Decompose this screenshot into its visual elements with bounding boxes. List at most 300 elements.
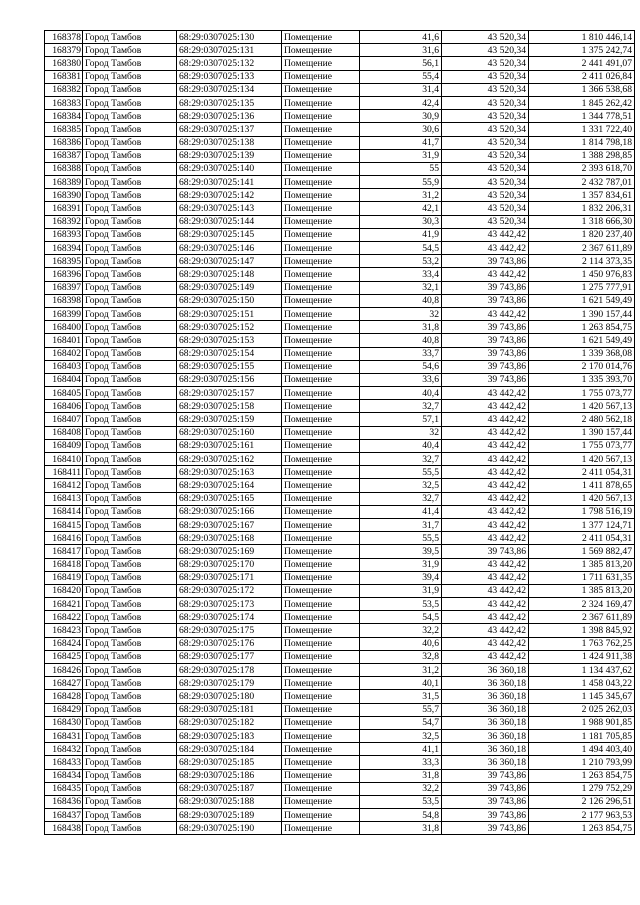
cadastral-value-cell: 1 210 793,99	[529, 756, 635, 769]
cadastral-number-cell: 68:29:0307025:150	[177, 294, 282, 307]
area-cell: 31,9	[360, 149, 442, 162]
table-row	[45, 136, 635, 149]
object-type-cell: Помещение	[282, 466, 360, 479]
city-cell: Город Тамбов	[83, 70, 177, 83]
area-cell: 54,7	[360, 716, 442, 729]
object-type-cell: Помещение	[282, 268, 360, 281]
object-type-cell: Помещение	[282, 321, 360, 334]
area-cell: 31,7	[360, 518, 442, 531]
unit-price-cell: 43 520,34	[442, 149, 529, 162]
cadastral-number-cell: 68:29:0307025:137	[177, 123, 282, 136]
table-row	[45, 321, 635, 334]
object-type-cell: Помещение	[282, 123, 360, 136]
city-cell: Город Тамбов	[83, 373, 177, 386]
row-number: 168408	[45, 426, 83, 439]
object-type-cell: Помещение	[282, 413, 360, 426]
row-number: 168409	[45, 439, 83, 452]
cadastral-value-cell: 1 366 538,68	[529, 83, 635, 96]
table-row	[45, 373, 635, 386]
area-cell: 41,7	[360, 136, 442, 149]
table-row	[45, 281, 635, 294]
unit-price-cell: 43 442,42	[442, 571, 529, 584]
row-number: 168389	[45, 176, 83, 189]
unit-price-cell: 43 442,42	[442, 387, 529, 400]
row-number: 168390	[45, 189, 83, 202]
object-type-cell: Помещение	[282, 809, 360, 822]
city-cell: Город Тамбов	[83, 426, 177, 439]
cadastral-number-cell: 68:29:0307025:185	[177, 756, 282, 769]
area-cell: 54,5	[360, 611, 442, 624]
cadastral-number-cell: 68:29:0307025:179	[177, 677, 282, 690]
cadastral-value-cell: 1 398 845,92	[529, 624, 635, 637]
object-type-cell: Помещение	[282, 387, 360, 400]
table-row	[45, 466, 635, 479]
object-type-cell: Помещение	[282, 624, 360, 637]
unit-price-cell: 36 360,18	[442, 677, 529, 690]
city-cell: Город Тамбов	[83, 215, 177, 228]
cadastral-value-cell: 1 375 242,74	[529, 44, 635, 57]
area-cell: 31,2	[360, 189, 442, 202]
unit-price-cell: 39 743,86	[442, 347, 529, 360]
area-cell: 32,7	[360, 400, 442, 413]
object-type-cell: Помещение	[282, 281, 360, 294]
city-cell: Город Тамбов	[83, 769, 177, 782]
cadastral-number-cell: 68:29:0307025:161	[177, 439, 282, 452]
row-number: 168405	[45, 387, 83, 400]
cadastral-number-cell: 68:29:0307025:165	[177, 492, 282, 505]
cadastral-number-cell: 68:29:0307025:147	[177, 255, 282, 268]
table-row	[45, 690, 635, 703]
cadastral-number-cell: 68:29:0307025:160	[177, 426, 282, 439]
area-cell: 39,4	[360, 571, 442, 584]
unit-price-cell: 43 442,42	[442, 492, 529, 505]
cadastral-value-cell: 1 377 124,71	[529, 518, 635, 531]
table-row	[45, 677, 635, 690]
cadastral-number-cell: 68:29:0307025:178	[177, 664, 282, 677]
cadastral-value-cell: 1 331 722,40	[529, 123, 635, 136]
unit-price-cell: 39 743,86	[442, 321, 529, 334]
row-number: 168434	[45, 769, 83, 782]
cadastral-number-cell: 68:29:0307025:139	[177, 149, 282, 162]
area-cell: 53,5	[360, 795, 442, 808]
unit-price-cell: 43 442,42	[442, 598, 529, 611]
cadastral-value-cell: 1 275 777,91	[529, 281, 635, 294]
object-type-cell: Помещение	[282, 426, 360, 439]
table-row	[45, 83, 635, 96]
table-row	[45, 492, 635, 505]
object-type-cell: Помещение	[282, 31, 360, 44]
object-type-cell: Помещение	[282, 650, 360, 663]
unit-price-cell: 36 360,18	[442, 690, 529, 703]
area-cell: 41,9	[360, 228, 442, 241]
object-type-cell: Помещение	[282, 453, 360, 466]
cadastral-value-cell: 1 390 157,44	[529, 307, 635, 320]
row-number: 168392	[45, 215, 83, 228]
area-cell: 32	[360, 307, 442, 320]
cadastral-value-cell: 2 411 054,31	[529, 466, 635, 479]
cadastral-number-cell: 68:29:0307025:140	[177, 162, 282, 175]
row-number: 168414	[45, 505, 83, 518]
cadastral-number-cell: 68:29:0307025:145	[177, 228, 282, 241]
unit-price-cell: 39 743,86	[442, 782, 529, 795]
unit-price-cell: 43 442,42	[442, 466, 529, 479]
unit-price-cell: 43 442,42	[442, 453, 529, 466]
city-cell: Город Тамбов	[83, 136, 177, 149]
table-row	[45, 598, 635, 611]
cadastral-number-cell: 68:29:0307025:183	[177, 729, 282, 742]
row-number: 168423	[45, 624, 83, 637]
cadastral-number-cell: 68:29:0307025:134	[177, 83, 282, 96]
row-number: 168411	[45, 466, 83, 479]
city-cell: Город Тамбов	[83, 123, 177, 136]
unit-price-cell: 43 520,34	[442, 136, 529, 149]
object-type-cell: Помещение	[282, 703, 360, 716]
table-row	[45, 347, 635, 360]
city-cell: Город Тамбов	[83, 637, 177, 650]
area-cell: 31,8	[360, 769, 442, 782]
table-row	[45, 624, 635, 637]
row-number: 168381	[45, 70, 83, 83]
city-cell: Город Тамбов	[83, 690, 177, 703]
table-row	[45, 637, 635, 650]
area-cell: 40,8	[360, 294, 442, 307]
row-number: 168400	[45, 321, 83, 334]
area-cell: 53,5	[360, 598, 442, 611]
object-type-cell: Помещение	[282, 255, 360, 268]
row-number: 168420	[45, 584, 83, 597]
object-type-cell: Помещение	[282, 294, 360, 307]
cadastral-value-cell: 1 832 206,31	[529, 202, 635, 215]
area-cell: 41,4	[360, 505, 442, 518]
row-number: 168437	[45, 809, 83, 822]
table-row	[45, 162, 635, 175]
city-cell: Город Тамбов	[83, 149, 177, 162]
object-type-cell: Помещение	[282, 756, 360, 769]
row-number: 168384	[45, 110, 83, 123]
unit-price-cell: 43 442,42	[442, 479, 529, 492]
table-row	[45, 31, 635, 44]
cadastral-value-cell: 1 385 813,20	[529, 558, 635, 571]
cadastral-number-cell: 68:29:0307025:174	[177, 611, 282, 624]
area-cell: 41,6	[360, 31, 442, 44]
property-table	[44, 30, 635, 835]
row-number: 168413	[45, 492, 83, 505]
cadastral-value-cell: 2 411 054,31	[529, 532, 635, 545]
cadastral-value-cell: 1 845 262,42	[529, 96, 635, 109]
unit-price-cell: 36 360,18	[442, 729, 529, 742]
cadastral-number-cell: 68:29:0307025:188	[177, 795, 282, 808]
area-cell: 55,5	[360, 532, 442, 545]
cadastral-number-cell: 68:29:0307025:141	[177, 176, 282, 189]
unit-price-cell: 39 743,86	[442, 360, 529, 373]
unit-price-cell: 43 520,34	[442, 83, 529, 96]
unit-price-cell: 43 520,34	[442, 215, 529, 228]
city-cell: Город Тамбов	[83, 360, 177, 373]
row-number: 168432	[45, 743, 83, 756]
row-number: 168386	[45, 136, 83, 149]
cadastral-value-cell: 1 569 882,47	[529, 545, 635, 558]
cadastral-value-cell: 1 385 813,20	[529, 584, 635, 597]
object-type-cell: Помещение	[282, 769, 360, 782]
table-row	[45, 650, 635, 663]
table-row	[45, 756, 635, 769]
row-number: 168395	[45, 255, 83, 268]
row-number: 168383	[45, 96, 83, 109]
row-number: 168404	[45, 373, 83, 386]
table-row	[45, 255, 635, 268]
table-row	[45, 387, 635, 400]
area-cell: 30,6	[360, 123, 442, 136]
table-row	[45, 545, 635, 558]
row-number: 168387	[45, 149, 83, 162]
row-number: 168406	[45, 400, 83, 413]
object-type-cell: Помещение	[282, 334, 360, 347]
cadastral-number-cell: 68:29:0307025:152	[177, 321, 282, 334]
city-cell: Город Тамбов	[83, 505, 177, 518]
area-cell: 55	[360, 162, 442, 175]
object-type-cell: Помещение	[282, 57, 360, 70]
cadastral-number-cell: 68:29:0307025:181	[177, 703, 282, 716]
unit-price-cell: 39 743,86	[442, 795, 529, 808]
cadastral-value-cell: 2 367 611,89	[529, 242, 635, 255]
city-cell: Город Тамбов	[83, 809, 177, 822]
city-cell: Город Тамбов	[83, 532, 177, 545]
unit-price-cell: 36 360,18	[442, 743, 529, 756]
area-cell: 31,9	[360, 584, 442, 597]
cadastral-number-cell: 68:29:0307025:169	[177, 545, 282, 558]
table-row	[45, 57, 635, 70]
city-cell: Город Тамбов	[83, 202, 177, 215]
cadastral-value-cell: 1 145 345,67	[529, 690, 635, 703]
cadastral-value-cell: 1 420 567,13	[529, 400, 635, 413]
city-cell: Город Тамбов	[83, 255, 177, 268]
cadastral-value-cell: 1 335 393,70	[529, 373, 635, 386]
table-row	[45, 439, 635, 452]
area-cell: 32,1	[360, 281, 442, 294]
unit-price-cell: 39 743,86	[442, 769, 529, 782]
area-cell: 40,6	[360, 637, 442, 650]
unit-price-cell: 43 520,34	[442, 110, 529, 123]
cadastral-number-cell: 68:29:0307025:133	[177, 70, 282, 83]
area-cell: 32	[360, 426, 442, 439]
area-cell: 31,6	[360, 44, 442, 57]
unit-price-cell: 43 520,34	[442, 123, 529, 136]
cadastral-value-cell: 1 711 631,35	[529, 571, 635, 584]
cadastral-number-cell: 68:29:0307025:149	[177, 281, 282, 294]
object-type-cell: Помещение	[282, 664, 360, 677]
row-number: 168425	[45, 650, 83, 663]
row-number: 168428	[45, 690, 83, 703]
cadastral-number-cell: 68:29:0307025:177	[177, 650, 282, 663]
unit-price-cell: 43 520,34	[442, 31, 529, 44]
row-number: 168393	[45, 228, 83, 241]
cadastral-number-cell: 68:29:0307025:146	[177, 242, 282, 255]
city-cell: Город Тамбов	[83, 479, 177, 492]
object-type-cell: Помещение	[282, 716, 360, 729]
object-type-cell: Помещение	[282, 611, 360, 624]
cadastral-value-cell: 1 263 854,75	[529, 321, 635, 334]
row-number: 168398	[45, 294, 83, 307]
object-type-cell: Помещение	[282, 558, 360, 571]
object-type-cell: Помещение	[282, 228, 360, 241]
cadastral-number-cell: 68:29:0307025:143	[177, 202, 282, 215]
unit-price-cell: 43 442,42	[442, 228, 529, 241]
cadastral-value-cell: 1 263 854,75	[529, 822, 635, 835]
unit-price-cell: 39 743,86	[442, 809, 529, 822]
table-row	[45, 558, 635, 571]
cadastral-value-cell: 2 025 262,03	[529, 703, 635, 716]
cadastral-value-cell: 1 988 901,85	[529, 716, 635, 729]
object-type-cell: Помещение	[282, 743, 360, 756]
unit-price-cell: 39 743,86	[442, 373, 529, 386]
cadastral-value-cell: 1 810 446,14	[529, 31, 635, 44]
cadastral-number-cell: 68:29:0307025:173	[177, 598, 282, 611]
table-row	[45, 505, 635, 518]
cadastral-number-cell: 68:29:0307025:155	[177, 360, 282, 373]
object-type-cell: Помещение	[282, 110, 360, 123]
object-type-cell: Помещение	[282, 532, 360, 545]
object-type-cell: Помещение	[282, 202, 360, 215]
unit-price-cell: 43 442,42	[442, 307, 529, 320]
area-cell: 31,4	[360, 83, 442, 96]
cadastral-value-cell: 1 755 073,77	[529, 387, 635, 400]
row-number: 168391	[45, 202, 83, 215]
cadastral-value-cell: 1 420 567,13	[529, 492, 635, 505]
cadastral-value-cell: 2 411 026,84	[529, 70, 635, 83]
unit-price-cell: 43 442,42	[442, 400, 529, 413]
object-type-cell: Помещение	[282, 439, 360, 452]
unit-price-cell: 36 360,18	[442, 664, 529, 677]
row-number: 168402	[45, 347, 83, 360]
row-number: 168435	[45, 782, 83, 795]
city-cell: Город Тамбов	[83, 492, 177, 505]
table-row	[45, 729, 635, 742]
cadastral-number-cell: 68:29:0307025:136	[177, 110, 282, 123]
city-cell: Город Тамбов	[83, 466, 177, 479]
table-row	[45, 743, 635, 756]
cadastral-value-cell: 2 324 169,47	[529, 598, 635, 611]
row-number: 168431	[45, 729, 83, 742]
row-number: 168438	[45, 822, 83, 835]
area-cell: 31,8	[360, 321, 442, 334]
object-type-cell: Помещение	[282, 545, 360, 558]
row-number: 168397	[45, 281, 83, 294]
cadastral-number-cell: 68:29:0307025:148	[177, 268, 282, 281]
city-cell: Город Тамбов	[83, 822, 177, 835]
cadastral-value-cell: 1 798 516,19	[529, 505, 635, 518]
cadastral-number-cell: 68:29:0307025:164	[177, 479, 282, 492]
row-number: 168394	[45, 242, 83, 255]
area-cell: 31,9	[360, 558, 442, 571]
object-type-cell: Помещение	[282, 598, 360, 611]
cadastral-number-cell: 68:29:0307025:132	[177, 57, 282, 70]
city-cell: Город Тамбов	[83, 650, 177, 663]
object-type-cell: Помещение	[282, 492, 360, 505]
area-cell: 32,7	[360, 492, 442, 505]
city-cell: Город Тамбов	[83, 677, 177, 690]
area-cell: 54,6	[360, 360, 442, 373]
table-row	[45, 769, 635, 782]
row-number: 168382	[45, 83, 83, 96]
cadastral-number-cell: 68:29:0307025:189	[177, 809, 282, 822]
row-number: 168385	[45, 123, 83, 136]
city-cell: Город Тамбов	[83, 334, 177, 347]
object-type-cell: Помещение	[282, 400, 360, 413]
cadastral-value-cell: 2 441 491,07	[529, 57, 635, 70]
area-cell: 40,4	[360, 387, 442, 400]
unit-price-cell: 43 442,42	[442, 637, 529, 650]
cadastral-number-cell: 68:29:0307025:170	[177, 558, 282, 571]
city-cell: Город Тамбов	[83, 176, 177, 189]
table-row	[45, 215, 635, 228]
object-type-cell: Помещение	[282, 795, 360, 808]
cadastral-value-cell: 1 814 798,18	[529, 136, 635, 149]
unit-price-cell: 43 442,42	[442, 413, 529, 426]
city-cell: Город Тамбов	[83, 453, 177, 466]
cadastral-value-cell: 1 263 854,75	[529, 769, 635, 782]
area-cell: 32,7	[360, 453, 442, 466]
table-row	[45, 149, 635, 162]
table-row	[45, 782, 635, 795]
table-row	[45, 228, 635, 241]
area-cell: 33,4	[360, 268, 442, 281]
city-cell: Город Тамбов	[83, 96, 177, 109]
cadastral-value-cell: 1 134 437,62	[529, 664, 635, 677]
table-row	[45, 110, 635, 123]
area-cell: 54,8	[360, 809, 442, 822]
table-row	[45, 809, 635, 822]
city-cell: Город Тамбов	[83, 782, 177, 795]
row-number: 168427	[45, 677, 83, 690]
row-number: 168421	[45, 598, 83, 611]
cadastral-value-cell: 1 390 157,44	[529, 426, 635, 439]
cadastral-number-cell: 68:29:0307025:158	[177, 400, 282, 413]
row-number: 168379	[45, 44, 83, 57]
row-number: 168418	[45, 558, 83, 571]
cadastral-value-cell: 1 388 298,85	[529, 149, 635, 162]
city-cell: Город Тамбов	[83, 518, 177, 531]
city-cell: Город Тамбов	[83, 756, 177, 769]
object-type-cell: Помещение	[282, 70, 360, 83]
table-row	[45, 96, 635, 109]
cadastral-value-cell: 1 424 911,38	[529, 650, 635, 663]
unit-price-cell: 43 442,42	[442, 268, 529, 281]
area-cell: 33,6	[360, 373, 442, 386]
row-number: 168399	[45, 307, 83, 320]
area-cell: 54,5	[360, 242, 442, 255]
row-number: 168424	[45, 637, 83, 650]
table-row	[45, 294, 635, 307]
cadastral-value-cell: 2 170 014,76	[529, 360, 635, 373]
city-cell: Город Тамбов	[83, 400, 177, 413]
table-row	[45, 202, 635, 215]
unit-price-cell: 36 360,18	[442, 703, 529, 716]
cadastral-value-cell: 2 393 618,70	[529, 162, 635, 175]
table-row	[45, 571, 635, 584]
table-body	[45, 31, 635, 835]
row-number: 168380	[45, 57, 83, 70]
cadastral-number-cell: 68:29:0307025:176	[177, 637, 282, 650]
area-cell: 53,2	[360, 255, 442, 268]
area-cell: 32,8	[360, 650, 442, 663]
area-cell: 31,8	[360, 822, 442, 835]
city-cell: Город Тамбов	[83, 242, 177, 255]
cadastral-number-cell: 68:29:0307025:135	[177, 96, 282, 109]
cadastral-number-cell: 68:29:0307025:153	[177, 334, 282, 347]
object-type-cell: Помещение	[282, 690, 360, 703]
area-cell: 40,8	[360, 334, 442, 347]
area-cell: 31,2	[360, 664, 442, 677]
